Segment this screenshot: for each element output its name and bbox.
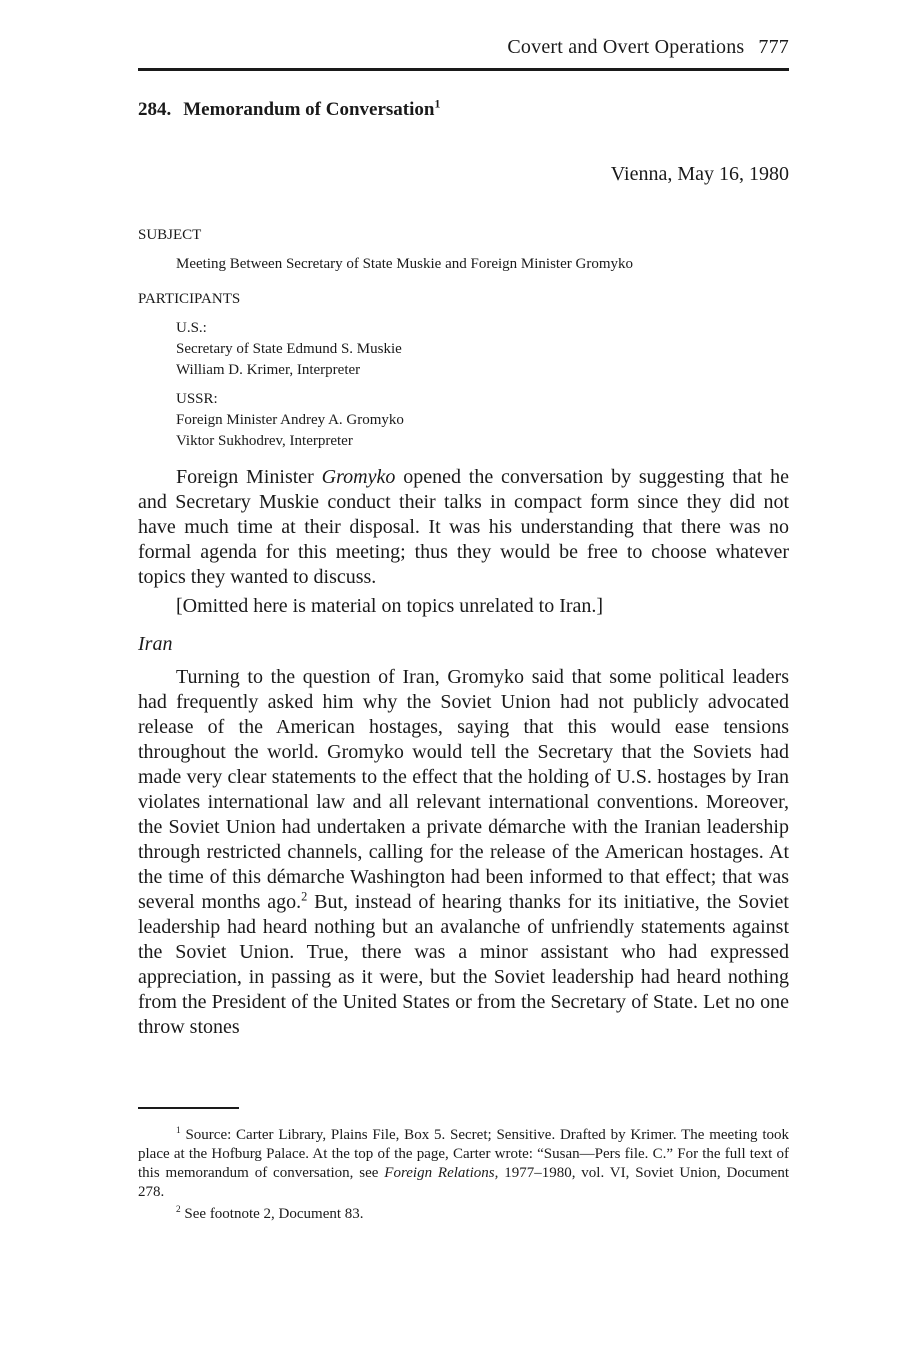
section-heading-iran: Iran bbox=[138, 633, 173, 655]
participant-sukhodrev: Viktor Sukhodrev, Interpreter bbox=[176, 433, 353, 449]
p1-text-b: opened the conversation by suggesting that he and Secretary Muskie conduct their talks in compact form since they did not have much time at their disposal. It was his understanding that there was no formal agenda for this meeting; thus they would be free to choose whatever topics they wanted to discuss. bbox=[138, 466, 789, 588]
body-paragraph-1 bbox=[138, 465, 789, 590]
omission-text: [Omitted here is material on topics unrelated to Iran.] bbox=[176, 595, 604, 617]
p1-text-a: Foreign Minister bbox=[176, 466, 322, 488]
footnote-1 bbox=[138, 1126, 789, 1202]
us-participants bbox=[176, 318, 402, 381]
ussr-participants bbox=[176, 389, 404, 452]
footnote-1-text-b: 1977–1980, vol. VI, Soviet Union, Document 278. bbox=[138, 1165, 790, 1200]
running-header bbox=[507, 36, 789, 59]
participant-krimer: William D. Krimer, Interpreter bbox=[176, 362, 361, 378]
footnote-1-marker: 1 bbox=[176, 1126, 181, 1136]
subject-text: Meeting Between Secretary of State Muskie and Foreign Minister Gromyko bbox=[176, 256, 633, 272]
omission-note bbox=[138, 594, 789, 619]
footnote-2 bbox=[138, 1205, 789, 1224]
body-paragraph-iran bbox=[138, 665, 789, 1040]
us-label: U.S.: bbox=[176, 320, 207, 336]
footnote-2-marker: 2 bbox=[176, 1205, 181, 1215]
document-heading bbox=[138, 99, 440, 121]
footnote-ref-1[interactable]: 1 bbox=[434, 97, 441, 111]
participant-muskie: Secretary of State Edmund S. Muskie bbox=[176, 341, 402, 357]
speaker-name: Gromyko bbox=[321, 466, 396, 488]
footnote-ref-2[interactable]: 2 bbox=[301, 889, 308, 904]
running-title: Covert and Overt Operations bbox=[507, 36, 745, 58]
ussr-label: USSR: bbox=[176, 391, 218, 407]
footnote-rule bbox=[138, 1107, 239, 1109]
footnote-1-italic: Foreign Relations, bbox=[384, 1165, 499, 1181]
header-rule bbox=[138, 68, 789, 71]
page-number: 777 bbox=[758, 36, 789, 58]
p3-text-b: But, instead of hearing thanks for its initiative, the Soviet leadership had heard nothing but an avalanche of unfriendly statements against the Soviet Union. True, there was a minor assistant who had expressed appreciation, in passing as it were, but the Soviet leadership had heard nothing from the President of the United States or from the Secretary of State. Let no one throw stones bbox=[138, 891, 789, 1038]
subject-label: SUBJECT bbox=[138, 227, 202, 243]
participants-label: PARTICIPANTS bbox=[138, 291, 241, 307]
footnote-2-text: See footnote 2, Document 83. bbox=[180, 1206, 364, 1222]
participant-gromyko: Foreign Minister Andrey A. Gromyko bbox=[176, 412, 404, 428]
p3-text-a: Turning to the question of Iran, Gromyko said that some political leaders had frequently asked him why the Soviet Union had not publicly advocated release of the American hostages, saying that this would ease tensions throughout the world. Gromyko would tell the Secretary that the Soviets had made very clear statements to the effect that the holding of U.S. hostages by Iran violates international law and all relevant international conventions. Moreover, the Soviet Union had undertaken a private démarche with the Iranian leadership through restricted channels, calling for the release of the American hostages. At the time of this démarche Washington had been informed to that effect; that was several months ago. bbox=[138, 666, 789, 913]
dateline: Vienna, May 16, 1980 bbox=[610, 163, 789, 185]
document-number: 284. bbox=[138, 99, 172, 120]
footnote-1-text-a: Source: Carter Library, Plains File, Box 5. Secret; Sensitive. Drafted by Krimer. The meeting took place at the Hofburg Palace. At the top of the page, Carter wrote: “Susan—Pers file. C.” For the full text of this memorandum of conversation, see bbox=[138, 1127, 789, 1181]
document-title: Memorandum of Conversation bbox=[183, 99, 435, 120]
